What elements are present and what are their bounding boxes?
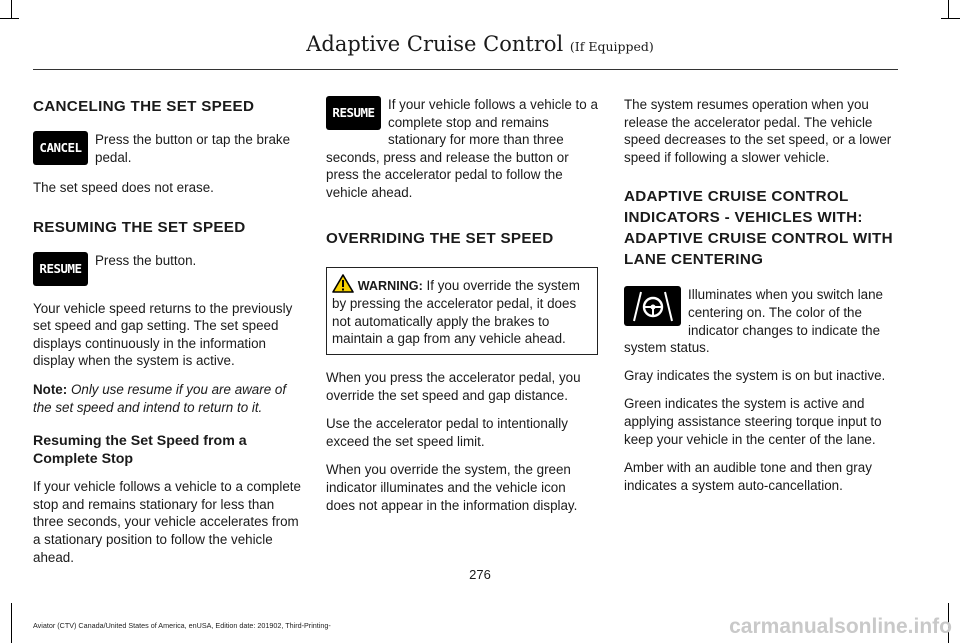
lane-centering-steering-wheel-icon	[624, 286, 681, 326]
crop-mark-top-left-h	[0, 18, 19, 19]
green-indicator-paragraph: Green indicates the system is active and applying assistance steering torque input to keep your vehicle in the center of the lane.	[624, 396, 882, 447]
page-header	[0, 32, 960, 56]
column-3	[624, 96, 896, 505]
resume-note	[33, 381, 305, 416]
crop-mark-bottom-left-v	[11, 603, 12, 643]
cancel-instruction-text: Press the button or tap the brake pedal.	[95, 132, 291, 165]
warning-text: If you override the system by pressing the accelerator pedal, it does not automatically apply the brakes to maintain a gap from any vehicle ahead.	[332, 277, 580, 347]
watermark: carmanualsonline.info	[729, 615, 952, 638]
note-text: Only use resume if you are aware of the set speed and intend to return to it.	[33, 381, 287, 415]
amber-indicator-paragraph: Amber with an audible tone and then gray indicates a system auto-cancellation.	[624, 460, 872, 493]
resume-button-icon: RESUME	[33, 252, 88, 286]
system-resume-paragraph: The system resumes operation when you release the accelerator pedal. The vehicle speed decreases to the set speed, or a lower speed if following a slower vehicle.	[624, 97, 892, 165]
header-title: Adaptive Cruise Control	[306, 32, 564, 56]
set-speed-note-paragraph: The set speed does not erase.	[33, 180, 214, 195]
cancel-instruction	[33, 131, 305, 169]
resume-paragraph: Your vehicle speed returns to the previously set speed and gap setting. The set speed displays continuously in the information display when the system is active.	[33, 300, 293, 369]
heading-resuming-set-speed: RESUMING THE SET SPEED	[33, 218, 246, 236]
resume-stationary-text: If your vehicle follows a vehicle to a complete stop and remains stationary for more than three seconds, press and release the button or press the accelerator pedal to follow the vehicle ahead.	[326, 97, 598, 200]
warning-box	[326, 267, 598, 355]
crop-mark-top-right-h	[941, 18, 960, 19]
page-number: 276	[469, 567, 491, 582]
crop-mark-top-right-v	[948, 0, 949, 19]
column-2	[326, 96, 598, 525]
indicator-text: Illuminates when you switch lane centering on. The color of the indicator changes to indicate the system status.	[624, 287, 884, 356]
crop-mark-top-left-v	[11, 0, 12, 19]
header-rule	[33, 69, 898, 70]
column-1	[33, 96, 305, 577]
warning-triangle-icon	[332, 274, 354, 293]
resume-button-icon-2: RESUME	[326, 96, 381, 130]
override-paragraph-1: When you press the accelerator pedal, you override the set speed and gap distance.	[326, 369, 581, 403]
header-subtitle: (If Equipped)	[569, 39, 654, 54]
footer-edition-info: Aviator (CTV) Canada/United States of America, enUSA, Edition date: 201902, Third-Printing-	[33, 621, 331, 630]
resume-from-stop-paragraph: If your vehicle follows a vehicle to a complete stop and remains stationary for less than three seconds, your vehicle accelerates from a stationary position to follow the vehicle ahead.	[33, 479, 301, 565]
warning-label: WARNING:	[357, 278, 423, 293]
subheading-resume-from-stop: Resuming the Set Speed from a Complete Stop	[33, 433, 247, 468]
gray-indicator-paragraph: Gray indicates the system is on but inactive.	[624, 367, 886, 383]
heading-overriding-set-speed: OVERRIDING THE SET SPEED	[326, 229, 554, 247]
resume-instruction-text: Press the button.	[95, 252, 197, 268]
indicator-instruction	[624, 286, 896, 356]
note-label: Note:	[33, 381, 68, 397]
resume-stationary-instruction	[326, 96, 598, 202]
cancel-button-icon: CANCEL	[33, 131, 88, 165]
heading-canceling-set-speed: CANCELING THE SET SPEED	[33, 98, 255, 115]
override-paragraph-2: Use the accelerator pedal to intentionally exceed the set speed limit.	[326, 416, 568, 449]
heading-acc-indicators: ADAPTIVE CRUISE CONTROL INDICATORS - VEHICLES WITH: ADAPTIVE CRUISE CONTROL WITH LANE CENTERING	[624, 188, 893, 269]
resume-instruction	[33, 252, 305, 290]
override-paragraph-3: When you override the system, the green indicator illuminates and the vehicle icon does not appear in the information display.	[326, 462, 578, 513]
